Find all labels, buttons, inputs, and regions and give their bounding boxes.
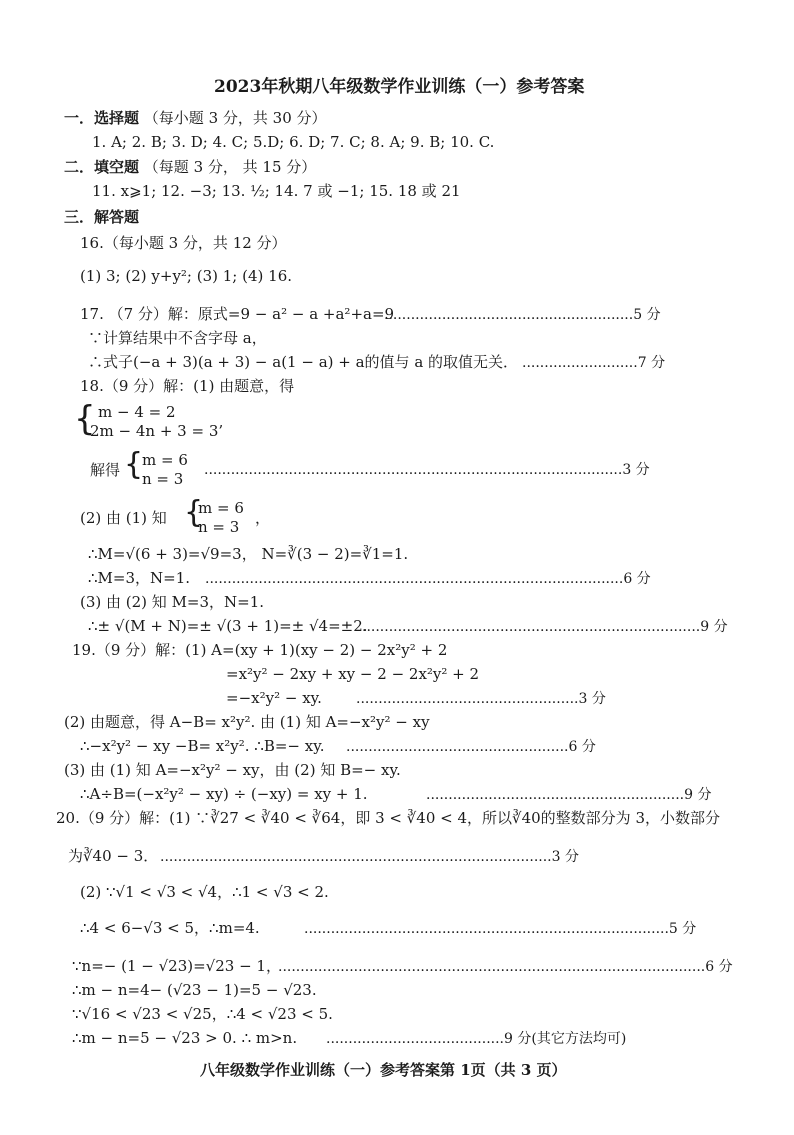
section-2-answers: 11. x⩾1; 12. −3; 13. ½; 14. 7 或 −1; 15. 18 或 21	[92, 182, 461, 200]
q19-line-2: =x²y² − 2xy + xy − 2 − 2x²y² + 2	[226, 665, 480, 683]
q17-line-1: 17. （7 分）解：原式=9 − a² − a +a²+a=9	[80, 305, 395, 323]
q17-score-1: ........................................................5 分	[384, 307, 661, 323]
q18-line-5: (3) 由 (2) 知 M=3，N=1.	[80, 593, 265, 611]
q19-score-3: ..........................................................9 分	[426, 787, 712, 803]
q18-system-2-eq-b: n = 3	[142, 470, 184, 488]
q20-line-8: ∴m − n=5 − √23 > 0. ∴ m>n.	[72, 1029, 298, 1047]
q18-system-1-eq-a: m − 4 = 2	[98, 403, 176, 421]
q18-score-c: ............................................................................9 分	[362, 619, 728, 635]
q20-line-3: (2) ∵√1 < √3 < √4，∴1 < √3 < 2.	[80, 883, 329, 901]
q17-line-2: ∵计算结果中不含字母 a，	[88, 329, 267, 347]
q18-line-2: (2) 由 (1) 知	[80, 509, 167, 527]
page-footer: 八年级数学作业训练（一）参考答案第 1页（共 3 页）	[200, 1061, 567, 1079]
q20-score-1: ........................................................................................3 分	[160, 849, 579, 865]
section-2-note: （每题 3 分， 共 15 分）	[143, 158, 317, 176]
q19-line-7: ∴A÷B=(−x²y² − xy) ÷ (−xy) = xy + 1.	[80, 785, 368, 803]
q18-system-3-eq-b: n = 3	[198, 518, 240, 536]
q18-score-a: ..............................................................................................3 分	[204, 462, 650, 478]
q18-line-1: 18.（9 分）解：(1) 由题意，得	[80, 377, 295, 395]
q18-system-1-eq-b: 2m − 4n + 3 = 3’	[90, 422, 224, 440]
section-2-line	[64, 159, 316, 176]
section-1-note: （每小题 3 分，共 30 分）	[143, 109, 327, 127]
q19-line-5: ∴−x²y² − xy −B= x²y². ∴B=− xy.	[80, 737, 325, 755]
page-title: 2023年秋期八年级数学作业训练（一）参考答案	[214, 77, 585, 97]
q18-line-6: ∴± √(M + N)=± √(3 + 1)=± √4=±2.	[88, 617, 368, 635]
q16-header: 16.（每小题 3 分，共 12 分）	[80, 234, 287, 252]
q19-line-1: 19.（9 分）解：(1) A=(xy + 1)(xy − 2) − 2x²y² + 2	[72, 641, 448, 659]
section-1-answers: 1. A; 2. B; 3. D; 4. C; 5.D; 6. D; 7. C; 8. A; 9. B; 10. C.	[92, 133, 495, 151]
q17-score-3: ..........................7 分	[522, 355, 666, 371]
system-brace: {	[74, 399, 96, 439]
section-1-line	[64, 110, 327, 127]
q19-line-4: (2) 由题意，得 A−B= x²y². 由 (1) 知 A=−x²y² − xy	[64, 713, 430, 731]
q19-line-3: =−x²y² − xy.	[226, 689, 322, 707]
q20-score-2: ..................................................................................5 分	[304, 921, 697, 937]
q16-answers: (1) 3; (2) y+y²; (3) 1; (4) 16.	[80, 267, 292, 285]
q20-line-6: ∴m − n=4− (√23 − 1)=5 − √23.	[72, 981, 317, 999]
section-3-heading: 三．解答题	[64, 208, 140, 226]
section-1-heading: 一．选择题	[64, 109, 140, 127]
q18-score-b: ..............................................................................................6 分	[205, 571, 651, 587]
q20-line-1: 20.（9 分）解：(1) ∵∛27 < ∛40 < ∛64，即 3 < ∛40 < 4，所以∛40的整数部分为 3，小数部分	[56, 809, 720, 827]
q18-line-2-end: ，	[255, 509, 271, 527]
q19-score-1: ..................................................3 分	[356, 691, 606, 707]
q18-solve-label: 解得	[90, 461, 121, 479]
q20-score-3: ................................................................................................6 分	[278, 959, 733, 975]
section-2-heading: 二．填空题	[64, 158, 140, 176]
q18-system-2-eq-a: m = 6	[142, 451, 188, 469]
q20-line-5: ∵n=− (1 − √23)=√23 − 1，	[72, 957, 281, 975]
q19-line-6: (3) 由 (1) 知 A=−x²y² − xy，由 (2) 知 B=− xy.	[64, 761, 401, 779]
q20-line-2: 为∛40 − 3．	[68, 847, 159, 865]
q18-line-3: ∴M=√(6 + 3)=√9=3， N=∛(3 − 2)=∛1=1.	[88, 545, 409, 563]
q20-line-4: ∴4 < 6−√3 < 5，∴m=4.	[80, 919, 260, 937]
q17-line-3: ∴式子(−a + 3)(a + 3) − a(1 − a) + a的值与 a 的取值无关．	[88, 353, 519, 371]
q19-score-2: ..................................................6 分	[346, 739, 596, 755]
q20-score-4: ........................................9 分(其它方法均可)	[326, 1031, 627, 1047]
system-brace: {	[124, 447, 144, 482]
system-brace: {	[184, 495, 204, 530]
q20-line-7: ∵√16 < √23 < √25，∴4 < √23 < 5.	[72, 1005, 333, 1023]
q18-line-4: ∴M=3，N=1.	[88, 569, 191, 587]
q18-system-3-eq-a: m = 6	[198, 499, 244, 517]
